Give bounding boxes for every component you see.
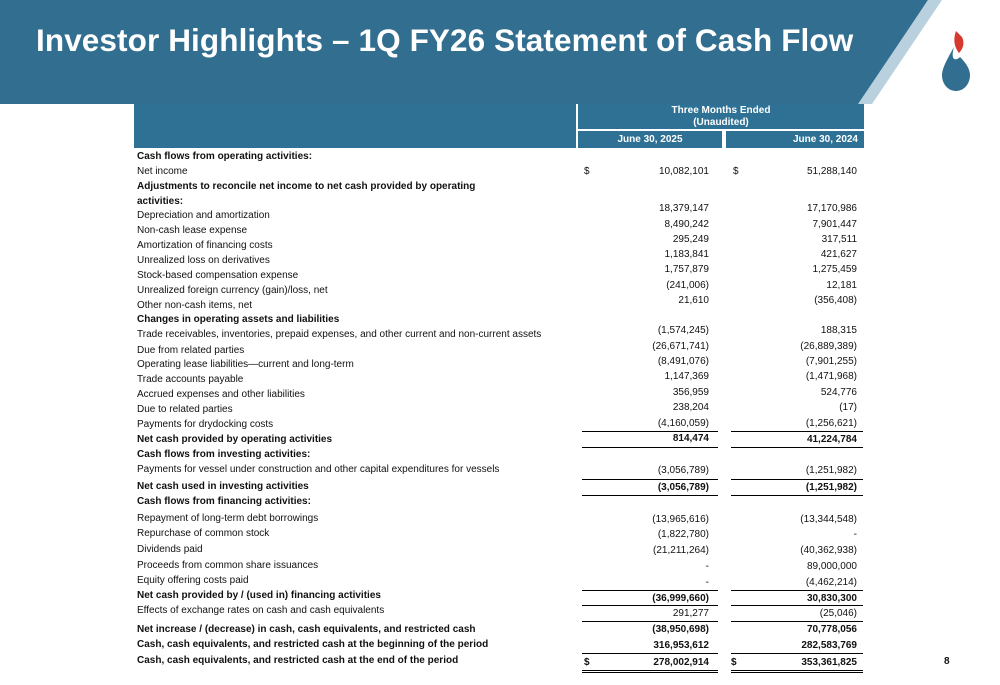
period-header (578, 104, 864, 129)
total-rule (582, 447, 718, 448)
currency-symbol: $ (731, 657, 737, 668)
accounts-payable-2024: (1,471,968) (805, 371, 857, 382)
subtotal-rule (582, 479, 718, 480)
derivatives-2025: 1,183,841 (664, 249, 709, 260)
net-financing-2025: (36,999,660) (652, 593, 709, 604)
row-label-net-financing: Net cash provided by / (used in) financing activities (137, 590, 381, 601)
period-header-subtitle: (Unaudited) (693, 117, 749, 128)
title-banner (0, 0, 1000, 104)
net-operating-2024: 41,224,784 (806, 434, 857, 445)
row-label-due-from-related: Due from related parties (137, 345, 245, 356)
derivatives-2024: 421,627 (820, 249, 857, 260)
row-label-operating-section: Cash flows from operating activities: (137, 151, 313, 162)
row-label-repurchase: Repurchase of common stock (137, 528, 270, 539)
lease-liabilities-2024: (7,901,255) (805, 356, 857, 367)
row-label-cash-beginning: Cash, cash equivalents, and restricted cash at the beginning of the period (137, 639, 489, 650)
net-financing-2024: 30,830,300 (806, 593, 857, 604)
row-label-stock-comp: Stock-based compensation expense (137, 270, 299, 281)
trade-receivables-2024: 188,315 (820, 325, 857, 336)
total-rule (731, 495, 863, 496)
net-investing-2025: (3,056,789) (657, 482, 709, 493)
subtotal-rule (582, 431, 718, 432)
currency-symbol: $ (733, 166, 739, 177)
row-label-fx-effects: Effects of exchange rates on cash and cash equivalents (137, 605, 385, 616)
other-non-cash-2025: 21,610 (678, 295, 709, 306)
offering-costs-2025: - (705, 577, 709, 588)
accrued-expenses-2024: 524,776 (820, 387, 857, 398)
subtotal-rule (582, 653, 718, 654)
lease-expense-2025: 8,490,242 (664, 219, 709, 230)
row-label-cash-end: Cash, cash equivalents, and restricted cash at the end of the period (137, 655, 459, 666)
dividends-2025: (21,211,264) (653, 545, 709, 556)
due-from-related-2025: (26,671,741) (652, 341, 709, 352)
row-label-fx: Unrealized foreign currency (gain)/loss, net (137, 285, 328, 296)
currency-symbol: $ (584, 166, 590, 177)
financing-costs-2025: 295,249 (672, 234, 709, 245)
repurchase-2025: (1,822,780) (657, 529, 709, 540)
double-rule (582, 672, 718, 673)
row-label-net-change: Net increase / (decrease) in cash, cash equivalents, and restricted cash (137, 624, 476, 635)
column-header-2025: June 30, 2025 (578, 131, 722, 148)
company-logo-icon (936, 27, 976, 93)
net-income-2024: 51,288,140 (806, 166, 857, 177)
row-label-dividends: Dividends paid (137, 544, 203, 555)
page-title: Investor Highlights – 1Q FY26 Statement of Cash Flow (36, 22, 854, 58)
net-change-2024: 70,778,056 (806, 624, 857, 635)
other-non-cash-2024: (356,408) (814, 295, 857, 306)
row-label-financing-section: Cash flows from financing activities: (137, 496, 311, 507)
total-rule (582, 605, 718, 606)
column-header-2024: June 30, 2024 (726, 131, 864, 148)
subtotal-rule (731, 621, 863, 622)
row-label-share-issuance: Proceeds from common share issuances (137, 560, 319, 571)
accounts-payable-2025: 1,147,369 (664, 371, 709, 382)
share-issuance-2025: - (705, 561, 709, 572)
row-label-drydocking: Payments for drydocking costs (137, 419, 274, 430)
row-label-accrued-expenses: Accrued expenses and other liabilities (137, 389, 305, 400)
net-investing-2024: (1,251,982) (805, 482, 857, 493)
total-rule (731, 605, 863, 606)
offering-costs-2024: (4,462,214) (805, 577, 857, 588)
lease-liabilities-2025: (8,491,076) (657, 356, 709, 367)
row-label-investing-section: Cash flows from investing activities: (137, 449, 311, 460)
row-label-derivatives: Unrealized loss on derivatives (137, 255, 270, 266)
financing-costs-2024: 317,511 (821, 234, 857, 245)
due-to-related-2025: 238,204 (672, 402, 709, 413)
accrued-expenses-2025: 356,959 (672, 387, 709, 398)
depreciation-2025: 18,379,147 (658, 203, 709, 214)
double-rule (731, 670, 863, 671)
double-rule (731, 672, 863, 673)
due-from-related-2024: (26,889,389) (800, 341, 857, 352)
repurchase-2024: - (853, 529, 857, 540)
row-label-debt-repayment: Repayment of long-term debt borrowings (137, 513, 319, 524)
drydocking-2024: (1,256,621) (805, 418, 857, 429)
subtotal-rule (731, 479, 863, 480)
double-rule (582, 670, 718, 671)
row-label-trade-receivables: Trade receivables, inventories, prepaid expenses, and other current and non-current assets (137, 329, 542, 340)
total-rule (582, 495, 718, 496)
lease-expense-2024: 7,901,447 (812, 219, 857, 230)
fx-2025: (241,006) (666, 280, 709, 291)
row-label-depreciation: Depreciation and amortization (137, 210, 270, 221)
debt-repayment-2024: (13,344,548) (800, 514, 857, 525)
subtotal-rule (582, 621, 718, 622)
vessel-capex-2024: (1,251,982) (805, 465, 857, 476)
stock-comp-2025: 1,757,879 (664, 264, 709, 275)
stock-comp-2024: 1,275,459 (812, 264, 857, 275)
row-label-net-operating: Net cash provided by operating activities (137, 434, 333, 445)
row-label-adjustments-cont: activities: (137, 196, 184, 207)
cash-beginning-2024: 282,583,769 (801, 640, 857, 651)
page-number: 8 (944, 656, 950, 667)
fx-effects-2024: (25,046) (819, 608, 857, 619)
depreciation-2024: 17,170,986 (806, 203, 857, 214)
net-operating-2025: 814,474 (672, 433, 709, 444)
row-label-changes-section: Changes in operating assets and liabilities (137, 314, 340, 325)
cash-end-2024: 353,361,825 (801, 657, 857, 668)
fx-effects-2025: 291,277 (672, 608, 709, 619)
vessel-capex-2025: (3,056,789) (657, 465, 709, 476)
subtotal-rule (731, 653, 863, 654)
net-income-2025: 10,082,101 (658, 166, 709, 177)
row-label-net-income: Net income (137, 166, 188, 177)
cash-end-2025: 278,002,914 (653, 657, 709, 668)
row-label-adjustments: Adjustments to reconcile net income to net cash provided by operating (137, 181, 476, 192)
period-header-title: Three Months Ended (671, 105, 771, 116)
row-label-offering-costs: Equity offering costs paid (137, 575, 249, 586)
row-label-financing-costs: Amortization of financing costs (137, 240, 273, 251)
table-header-blank (134, 104, 576, 148)
row-label-vessel-capex: Payments for vessel under construction and other capital expenditures for vessels (137, 464, 500, 475)
debt-repayment-2025: (13,965,616) (652, 514, 709, 525)
trade-receivables-2025: (1,574,245) (657, 325, 709, 336)
cash-beginning-2025: 316,953,612 (653, 640, 709, 651)
subtotal-rule (582, 590, 718, 591)
row-label-lease-liabilities: Operating lease liabilities—current and long-term (137, 359, 354, 370)
currency-symbol: $ (584, 657, 590, 668)
row-label-due-to-related: Due to related parties (137, 404, 233, 415)
drydocking-2025: (4,160,059) (657, 418, 709, 429)
dividends-2024: (40,362,938) (800, 545, 857, 556)
subtotal-rule (731, 590, 863, 591)
due-to-related-2024: (17) (839, 402, 857, 413)
row-label-lease-expense: Non-cash lease expense (137, 225, 248, 236)
share-issuance-2024: 89,000,000 (806, 561, 857, 572)
row-label-net-investing: Net cash used in investing activities (137, 481, 309, 492)
net-change-2025: (38,950,698) (652, 624, 709, 635)
fx-2024: 12,181 (826, 280, 857, 291)
row-label-accounts-payable: Trade accounts payable (137, 374, 244, 385)
subtotal-rule (731, 431, 863, 432)
total-rule (731, 447, 863, 448)
row-label-other-non-cash: Other non-cash items, net (137, 300, 253, 311)
